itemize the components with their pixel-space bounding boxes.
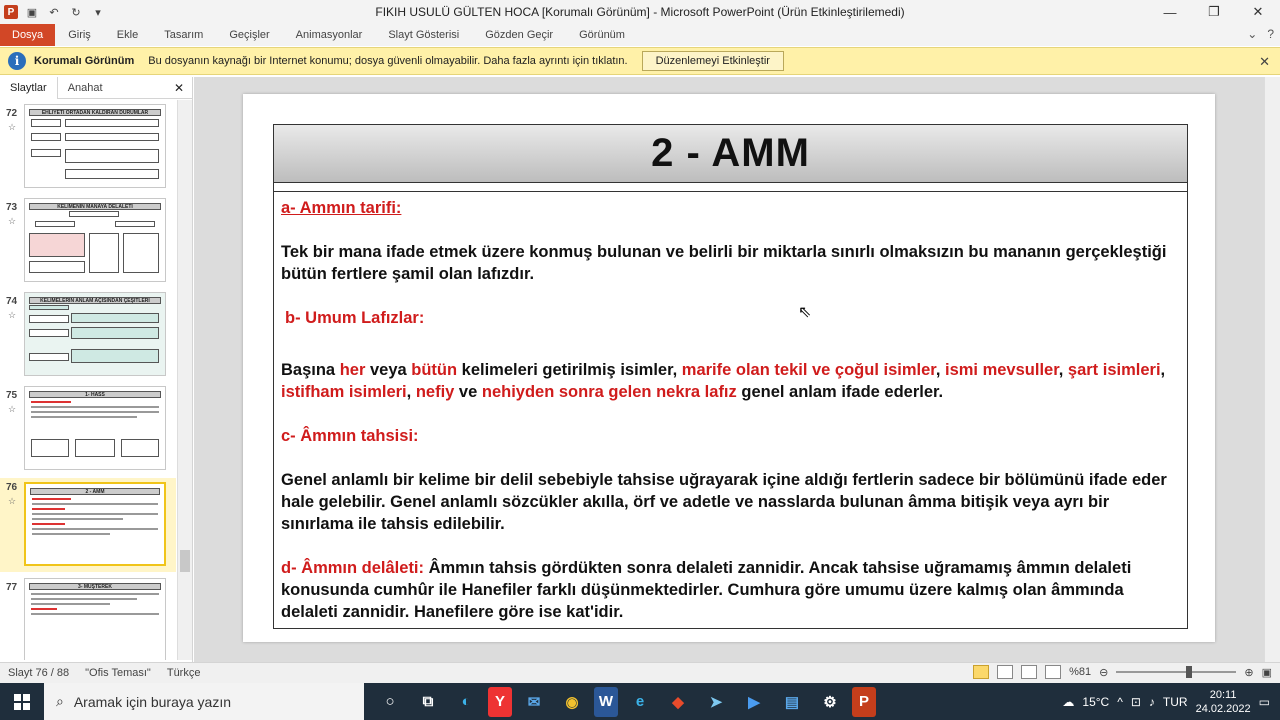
slides-panel-scrollbar[interactable] <box>177 100 192 660</box>
windows-start-icon[interactable] <box>0 683 44 720</box>
zoom-in-icon[interactable]: ⊕ <box>1244 666 1254 679</box>
zoom-out-icon[interactable]: ⊖ <box>1099 666 1109 679</box>
slideshow-icon[interactable] <box>1045 665 1061 679</box>
mouse-pointer-icon: ⇖ <box>798 304 812 321</box>
search-placeholder: Aramak için buraya yazın <box>73 693 232 710</box>
current-slide[interactable] <box>243 94 1215 642</box>
slide-content-frame <box>273 124 1188 629</box>
weather-icon[interactable]: ☁ <box>1062 694 1075 709</box>
tab-tasarim[interactable]: Tasarım <box>164 29 204 41</box>
close-panel-icon[interactable]: ✕ <box>173 81 184 95</box>
help-icon[interactable]: ? <box>1267 27 1274 41</box>
tray-chevron-icon[interactable]: ^ <box>1117 694 1123 709</box>
section-a-text: Tek bir mana ifade etmek üzere konmuş bulunan ve belirli bir miktarla sınırlı olmaksızın bu mananın gerçekleştiği bütün fertlere şamil olan lafızdır. <box>281 243 1167 283</box>
tab-giris[interactable]: Giriş <box>68 29 91 41</box>
tab-ekle[interactable]: Ekle <box>116 29 139 41</box>
slide-thumbnail[interactable]: 74 ☆ KELİMELERİN ANLAM AÇISINDAN ÇEŞİTLERİ <box>0 292 176 380</box>
editor-vertical-scrollbar[interactable] <box>1264 77 1280 662</box>
section-b-text: Başına her veya bütün kelimeleri getirilmiş isimler, marife olan tekil ve çoğul isimler, ismi mevsuller, şart isimleri, istifham isimleri, nefiy ve nehiyden sonra gelen nekra lafız genel anlam ifade ederler. <box>281 361 1166 401</box>
section-d-heading: d- Âmmın delâleti: <box>281 559 425 577</box>
close-infobar-icon[interactable]: ✕ <box>1259 54 1270 69</box>
customize-qat-icon[interactable]: ▾ <box>95 6 101 19</box>
tab-anahat[interactable]: Anahat <box>67 81 103 94</box>
slide-body-text[interactable] <box>281 197 1181 623</box>
tab-gozden-gecir[interactable]: Gözden Geçir <box>485 29 554 41</box>
section-a-heading: a- Ammın tarifi: <box>281 199 402 217</box>
network-icon[interactable]: ⊡ <box>1130 694 1141 709</box>
animation-star-icon: ☆ <box>8 310 17 320</box>
save-icon[interactable]: ▣ <box>26 6 38 19</box>
animation-star-icon: ☆ <box>8 496 17 506</box>
zoom-slider[interactable] <box>1116 671 1236 673</box>
info-icon: i <box>8 52 26 70</box>
system-tray <box>1062 683 1280 720</box>
photos-icon[interactable]: ▤ <box>784 693 800 711</box>
normal-view-icon[interactable] <box>973 665 989 679</box>
maximize-icon[interactable]: ❐ <box>1208 4 1220 19</box>
zoom-app-icon[interactable]: ▶ <box>748 693 760 711</box>
fit-slide-icon[interactable]: ▣ <box>1261 666 1272 679</box>
slide-thumbnail[interactable]: 75 ☆ 1- HASS <box>0 386 176 474</box>
slide-thumbnail[interactable]: 77 3- MÜŞTEREK <box>0 578 176 660</box>
protected-view-bar <box>0 47 1280 75</box>
slide-title-box <box>274 125 1187 183</box>
tab-dosya[interactable]: Dosya <box>0 24 55 46</box>
tab-gecisler[interactable]: Geçişler <box>229 29 270 41</box>
taskbar-search[interactable] <box>44 683 364 720</box>
office-icon[interactable]: ◆ <box>672 693 684 711</box>
protected-view-message[interactable]: Bu dosyanın kaynağı bir Internet konumu; dosya güvenli olmayabilir. Daha fazla ayrıntı için tıklatın. <box>148 55 628 67</box>
scrollbar-thumb[interactable] <box>180 550 190 572</box>
powerpoint-taskbar-icon[interactable]: P <box>852 687 876 717</box>
title-bar <box>0 0 1280 24</box>
section-b-heading: b- Umum Lafızlar: <box>285 309 425 327</box>
enable-editing-button[interactable]: Düzenlemeyi Etkinleştir <box>642 51 784 71</box>
section-c-heading: c- Âmmın tahsisi: <box>281 427 419 445</box>
volume-icon[interactable]: ♪ <box>1148 694 1155 709</box>
reading-view-icon[interactable] <box>1021 665 1037 679</box>
settings-icon[interactable]: ⚙ <box>823 693 837 711</box>
search-icon: ⌕ <box>56 693 64 709</box>
clock[interactable]: 20:11 24.02.2022 <box>1195 688 1251 715</box>
ribbon-tabs <box>0 24 1280 46</box>
slide-title: 2 - AMM <box>651 131 810 175</box>
mail-icon[interactable]: ✉ <box>527 693 541 711</box>
language-indicator[interactable]: Türkçe <box>166 667 201 679</box>
slide-counter: Slayt 76 / 88 <box>8 667 70 679</box>
window-title: FIKIH USULÜ GÜLTEN HOCA [Korumalı Görünüm] - Microsoft PowerPoint (Ürün Etkinleştirilemedi) <box>375 5 905 19</box>
yandex-icon[interactable]: Y <box>488 687 512 717</box>
slide-thumbnails <box>0 100 176 660</box>
quick-access-toolbar <box>0 0 106 24</box>
powerpoint-app-icon[interactable]: P <box>4 5 18 19</box>
animation-star-icon: ☆ <box>8 404 17 414</box>
slide-thumbnail-selected[interactable]: 76 ☆ 2 - AMM <box>0 478 176 572</box>
word-icon[interactable]: W <box>594 687 618 717</box>
input-language[interactable]: TUR <box>1162 694 1188 709</box>
tab-slayt-gosterisi[interactable]: Slayt Gösterisi <box>388 29 460 41</box>
tab-animasyonlar[interactable]: Animasyonlar <box>295 29 363 41</box>
animation-star-icon: ☆ <box>8 122 17 132</box>
ie-icon[interactable]: e <box>635 693 645 710</box>
telegram-icon[interactable]: ➤ <box>709 693 723 711</box>
chrome-icon[interactable]: ◉ <box>565 693 579 711</box>
zoom-level[interactable]: %81 <box>1069 666 1092 678</box>
windows-taskbar <box>0 683 1280 720</box>
tab-gorunum[interactable]: Görünüm <box>579 29 625 41</box>
minimize-icon[interactable]: — <box>1163 4 1177 20</box>
weather-temp[interactable]: 15°C <box>1082 694 1110 709</box>
slide-sorter-icon[interactable] <box>997 665 1013 679</box>
notifications-icon[interactable]: ▭ <box>1258 694 1270 709</box>
section-d-text: d- Âmmın delâleti: Âmmın tahsis gördükten sonra delaleti zannidir. Ancak tahsise uğramamış âmmın delaleti konusunda cumhûr ile Hanefiler farklı düşünmektedirler. Cumhura göre umumu üzere kalmış olan âmmında delaleti zannidir. Hanefilere göre ise kat'idir. <box>281 559 1132 621</box>
close-icon[interactable]: ✕ <box>1252 4 1264 19</box>
tab-slaytlar[interactable]: Slaytlar <box>0 77 58 99</box>
animation-star-icon: ☆ <box>8 216 17 226</box>
cortana-icon[interactable]: ○ <box>385 693 395 710</box>
protected-view-title: Korumalı Görünüm <box>34 55 135 67</box>
section-c-text: Genel anlamlı bir kelime bir delil sebebiyle tahsise uğrayarak içine aldığı fertlerin sadece bir bölümünü ifade eder hale gelebilir. Genel anlamlı sözcükler akılla, örf ve adetle ve nasslarda bulunan âmma bitişik veya ayrı bir sınırlama ile tahsis edilebilir. <box>281 471 1167 533</box>
theme-name: "Ofis Teması" <box>85 667 151 679</box>
slide-thumbnail[interactable]: 72 ☆ EHLİYETİ ORTADAN KALDIRAN DURUMLAR <box>0 104 176 192</box>
status-bar <box>0 662 1280 683</box>
task-view-icon[interactable]: ⧉ <box>422 693 434 710</box>
slides-panel <box>0 77 193 662</box>
ribbon-expand-icon[interactable]: ⌄ <box>1247 27 1258 41</box>
redo-icon[interactable]: ↻ <box>71 6 81 19</box>
slide-thumbnail[interactable]: 73 ☆ KELİMENİN MANAYA DELALETİ <box>0 198 176 286</box>
undo-icon[interactable]: ↶ <box>49 6 59 19</box>
slide-editing-area <box>194 77 1264 662</box>
edge-icon[interactable]: ◐ <box>461 693 471 710</box>
